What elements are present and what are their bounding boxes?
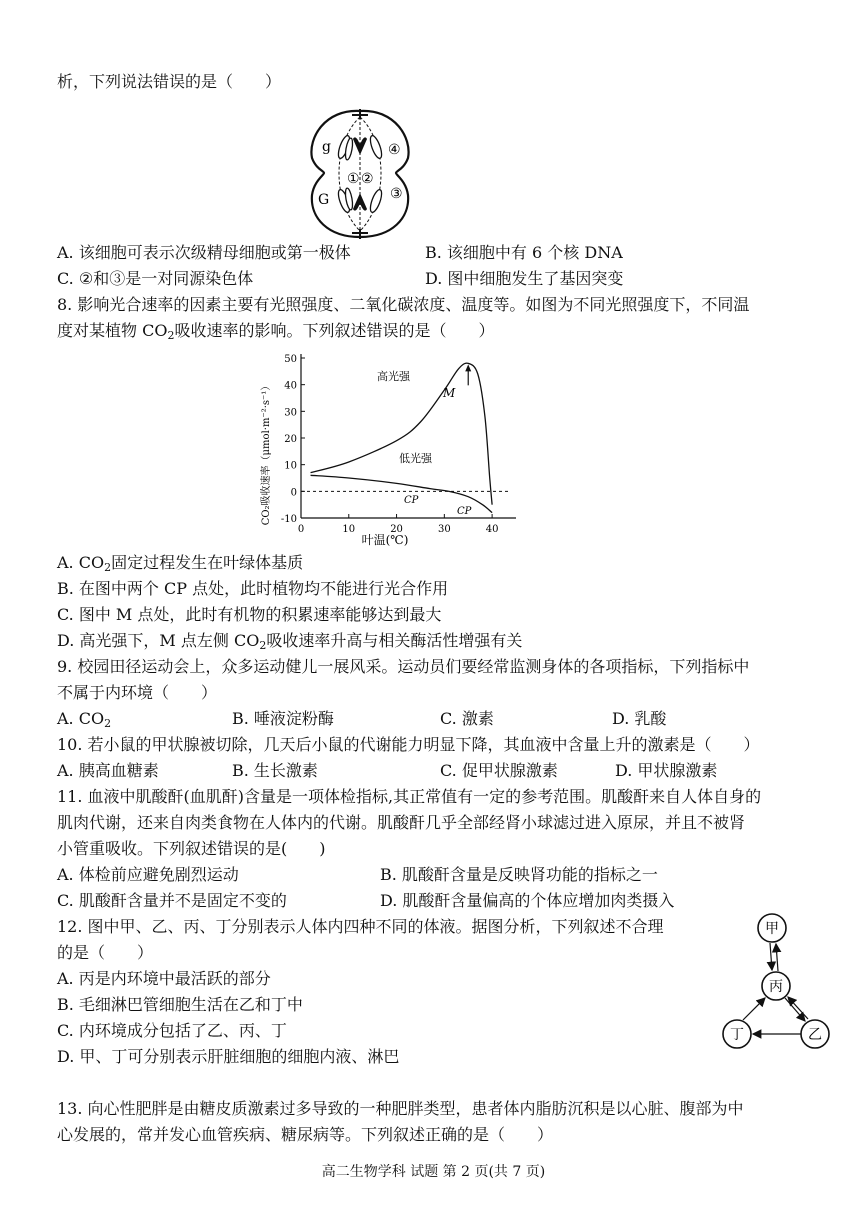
q8-stem-line1: 8. 影响光合速率的因素主要有光照强度、二氧化碳浓度、温度等。如图为不同光照强度下，不同温 (57, 295, 750, 314)
q10-option-a[interactable]: A. 胰高血糖素 (57, 761, 159, 780)
q7-option-d[interactable]: D. 图中细胞发生了基因突变 (425, 269, 624, 288)
page-footer: 高二生物学科 试题 第 2 页(共 7 页) (321, 1164, 546, 1180)
q11-option-a[interactable]: A. 体检前应避免剧烈运动 (57, 865, 239, 884)
q9-stem-line1: 9. 校园田径运动会上，众多运动健儿一展风采。运动员们要经常监测身体的各项指标，下列指标中 (57, 657, 750, 676)
x-tick-label: 30 (437, 524, 451, 535)
q10-option-c[interactable]: C. 促甲状腺激素 (440, 761, 558, 780)
annotation-cp-2: CP (457, 506, 472, 517)
y-tick-label: -10 (280, 514, 297, 525)
label-G: G (318, 192, 330, 208)
label-4: ④ (388, 142, 401, 158)
annotation-cp-1: CP (404, 495, 419, 506)
q12-option-b[interactable]: B. 毛细淋巴管细胞生活在乙和丁中 (57, 995, 303, 1014)
q8-option-d[interactable]: D. 高光强下，M 点左侧 $CO_2$吸收速率升高与相关酶活性增强有关 (57, 631, 523, 652)
q7-option-c[interactable]: C. ②和③是一对同源染色体 (57, 269, 254, 288)
series-label-low: 低光强 (399, 452, 432, 465)
q13-stem-line1: 13. 向心性肥胖是由糖皮质激素过多导致的一种肥胖类型，患者体内脂肪沉积是以心脏、腹部为中 (57, 1099, 744, 1118)
q10-option-b[interactable]: B. 生长激素 (232, 761, 318, 780)
y-tick-label: 0 (290, 487, 297, 499)
q12-stem-line1: 12. 图中甲、乙、丙、丁分别表示人体内四种不同的体液。据图分析，下列叙述不合理 (57, 917, 664, 936)
q8-option-c[interactable]: C. 图中 M 点处，此时有机物的积累速率能够达到最大 (57, 605, 442, 624)
x-tick-label: 20 (390, 524, 403, 535)
node-jia-label: 甲 (765, 921, 779, 937)
series-label-high: 高光强 (377, 370, 410, 383)
x-tick-label: 10 (342, 524, 356, 535)
chart-ylabel: CO₂吸收速率（μmol·m⁻²·s⁻¹） (261, 380, 272, 526)
q9-option-a[interactable]: A. $CO_2$ (57, 709, 112, 730)
y-tick-label: 50 (284, 354, 297, 365)
node-yi-label: 乙 (808, 1027, 822, 1043)
label-1: ① (347, 171, 360, 187)
q9-option-d[interactable]: D. 乳酸 (612, 709, 667, 728)
q8-stem-line2: 度对某植物 $CO_2$吸收速率的影响。下列叙述错误的是（ ） (57, 321, 495, 342)
q11-stem-line2: 肌肉代谢，还来自肉类食物在人体内的代谢。肌酸酐几乎全部经肾小球滤过进入原尿，并且不被肾 (57, 813, 746, 832)
y-tick-label: 20 (284, 434, 297, 445)
peak-arrow-head (465, 364, 471, 371)
q9-stem-line2: 不属于内环境（ ） (57, 683, 218, 702)
q9-option-c[interactable]: C. 激素 (440, 709, 494, 728)
q11-stem-line1: 11. 血液中肌酸酐(血肌酐)含量是一项体检指标,其正常值有一定的参考范围。肌酸酐来自人体自身的 (57, 787, 762, 806)
annotation-m: M (443, 386, 456, 400)
q13-stem-line2: 心发展的，常并发心血管疾病、糖尿病等。下列叙述正确的是（ ） (57, 1125, 554, 1144)
y-tick-label: 30 (284, 407, 297, 419)
y-tick-label: 10 (284, 460, 297, 472)
node-bing-label: 丙 (769, 979, 783, 995)
q10-stem: 10. 若小鼠的甲状腺被切除，几天后小鼠的代谢能力明显下降，其血液中含量上升的激素是（ ） (57, 735, 760, 754)
chromosome-2-top (353, 137, 367, 155)
q12-option-c[interactable]: C. 内环境成分包括了乙、丙、丁 (57, 1021, 287, 1040)
q7-stem-tail: 析，下列说法错误的是（ ） (57, 72, 282, 91)
q12-stem-line2: 的是（ ） (57, 943, 154, 962)
cell-division-figure (300, 103, 420, 243)
q9-option-b[interactable]: B. 唾液淀粉酶 (232, 709, 334, 728)
label-2: ② (361, 171, 374, 187)
q11-option-d[interactable]: D. 肌酸酐含量偏高的个体应增加肉类摄入 (380, 891, 675, 910)
label-3: ③ (390, 186, 403, 202)
q12-option-d[interactable]: D. 甲、丁可分别表示肝脏细胞的细胞内液、淋巴 (57, 1047, 400, 1066)
label-g: g (322, 139, 331, 155)
x-tick-label: 40 (485, 524, 499, 535)
chart-xlabel: 叶温(℃) (361, 533, 409, 547)
node-ding-label: 丁 (730, 1027, 744, 1043)
q11-option-b[interactable]: B. 肌酸酐含量是反映肾功能的指标之一 (380, 865, 658, 884)
x-tick-label: 0 (297, 524, 305, 535)
y-tick-label: 40 (284, 380, 297, 392)
co2-uptake-chart (253, 348, 523, 548)
q11-option-c[interactable]: C. 肌酸酐含量并不是固定不变的 (57, 891, 287, 910)
q8-option-b[interactable]: B. 在图中两个 CP 点处，此时植物均不能进行光合作用 (57, 579, 449, 598)
q7-option-b[interactable]: B. 该细胞中有 6 个核 DNA (425, 243, 623, 262)
q12-option-a[interactable]: A. 丙是内环境中最活跃的部分 (57, 969, 271, 988)
q8-option-a[interactable]: A. $CO_2$固定过程发生在叶绿体基质 (57, 553, 304, 574)
q7-option-a[interactable]: A. 该细胞可表示次级精母细胞或第一极体 (57, 243, 351, 262)
q11-stem-line3: 小管重吸收。下列叙述错误的是( ) (57, 839, 326, 858)
q10-option-d[interactable]: D. 甲状腺激素 (615, 761, 718, 780)
body-fluid-diagram (715, 910, 835, 1060)
